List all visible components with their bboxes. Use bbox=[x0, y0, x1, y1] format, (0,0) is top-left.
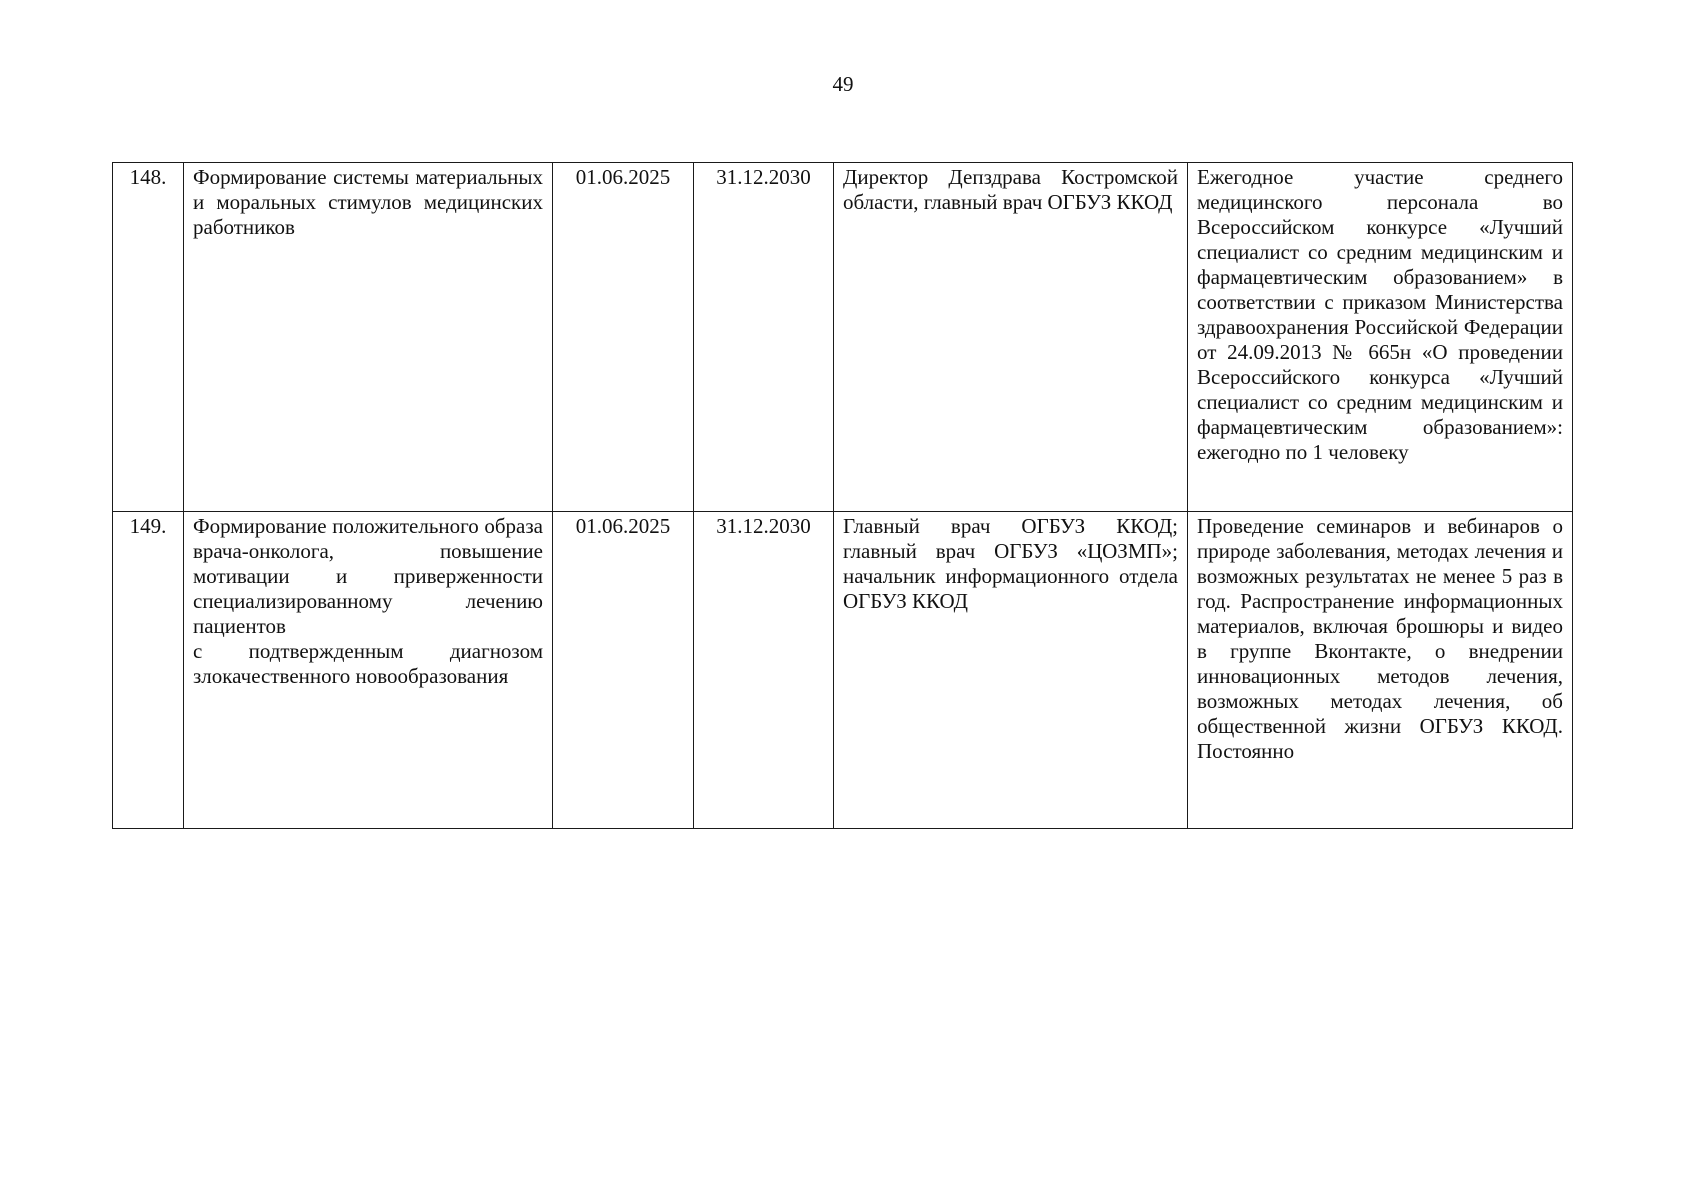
end-date-cell: 31.12.2030 bbox=[694, 163, 834, 512]
activity-text-part2: с подтвержденным диагнозом злокачественного новообразования bbox=[193, 639, 543, 688]
result-cell: Проведение семинаров и вебинаров о природе заболевания, методах лечения и возможных результатах не менее 5 раз в год. Распространение информационных материалов, включая брошюры и видео в группе Вконтакте, о внедрении инновационных методов лечения, возможных методах лечения, об общественной жизни ОГБУЗ ККОД. Постоянно bbox=[1188, 512, 1573, 829]
end-date-cell: 31.12.2030 bbox=[694, 512, 834, 829]
responsible-cell: Директор Депздрава Костромской области, главный врач ОГБУЗ ККОД bbox=[834, 163, 1188, 512]
page-number: 49 bbox=[832, 72, 854, 96]
row-number: 148. bbox=[113, 163, 184, 512]
start-date-cell: 01.06.2025 bbox=[553, 512, 694, 829]
table-row bbox=[113, 512, 1573, 829]
start-date-cell: 01.06.2025 bbox=[553, 163, 694, 512]
result-cell: Ежегодное участие среднего медицинского персонала во Всероссийском конкурсе «Лучший специалист со средним медицинским и фармацевтическим образованием» в соответствии с приказом Министерства здравоохранения Российской Федерации от 24.09.2013 № 665н «О проведении Всероссийского конкурса «Лучший специалист со средним медицинским и фармацевтическим образованием»: ежегодно по 1 человеку bbox=[1188, 163, 1573, 512]
table-row bbox=[113, 163, 1573, 512]
responsible-cell: Главный врач ОГБУЗ ККОД; главный врач ОГБУЗ «ЦОЗМП»; начальник информационного отдела ОГБУЗ ККОД bbox=[834, 512, 1188, 829]
activity-cell: Формирование системы материальных и моральных стимулов медицинских работников bbox=[184, 163, 553, 512]
activity-plan-table bbox=[112, 162, 1573, 829]
activity-cell bbox=[184, 512, 553, 829]
row-number: 149. bbox=[113, 512, 184, 829]
activity-text-part1: Формирование положительного образа врача-онколога, повышение мотивации и приверженности специализированному лечению пациентов bbox=[193, 514, 543, 638]
